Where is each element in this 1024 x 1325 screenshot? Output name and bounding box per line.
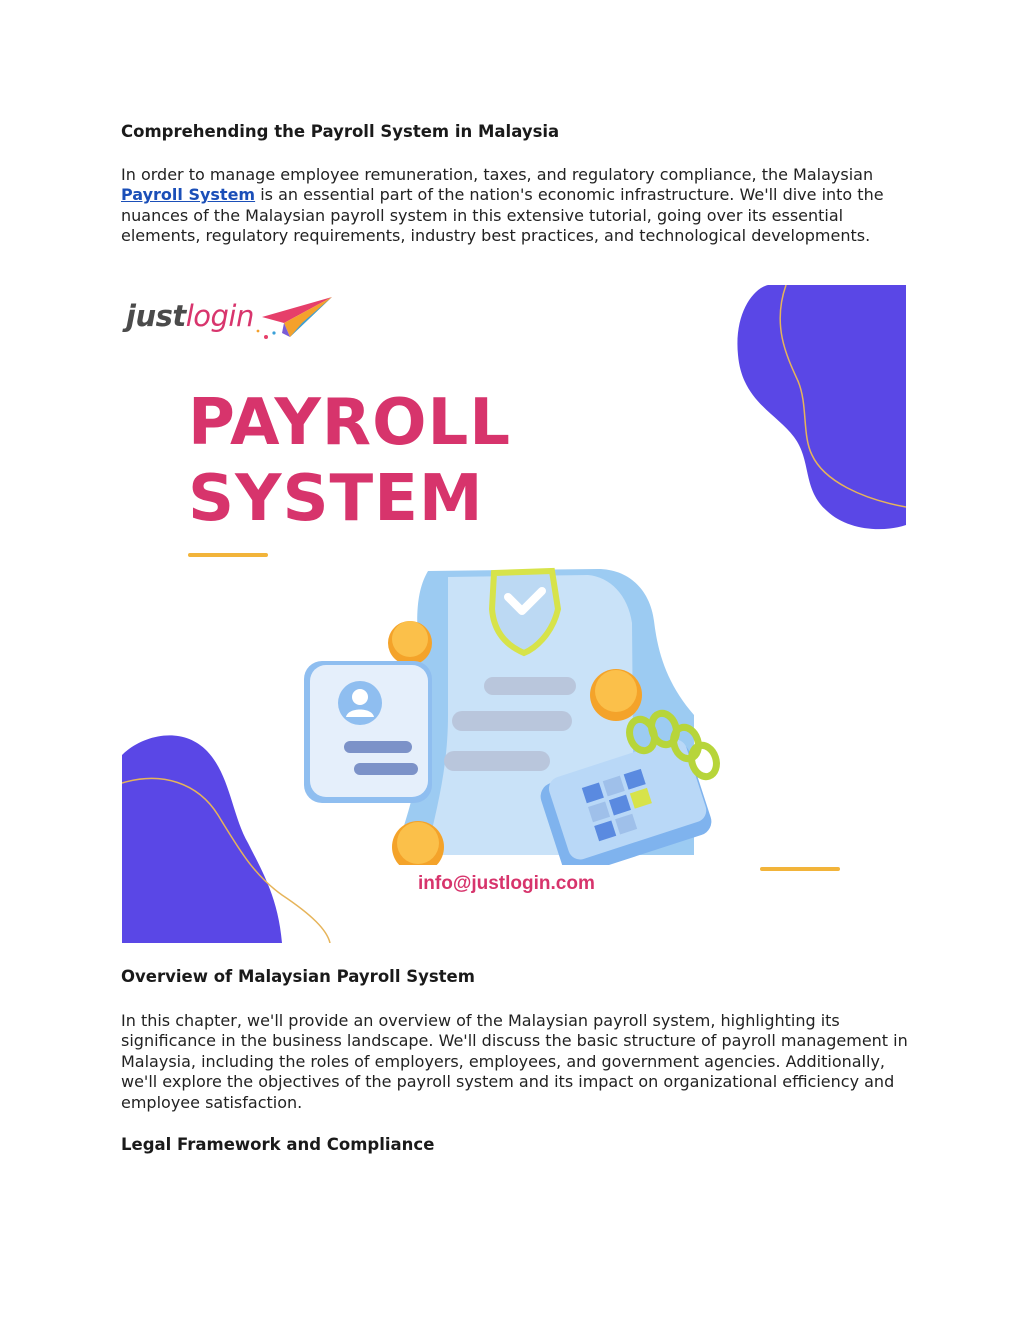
accent-bar-left [188,553,268,557]
user-card-icon [304,661,432,803]
banner-headline [188,385,511,537]
intro-text-after-link: is an essential part of the nation's economic infrastructure. We'll dive into the nuances of the Malaysian payroll system in this extensive tutorial, going over its essential elements, regulatory requirements, industry best practices, and technological developments. [121,185,884,246]
blob-top-right [737,285,906,529]
payroll-system-link[interactable]: Payroll System [121,185,256,205]
blob-bottom-left [122,735,282,943]
accent-bar-right [760,867,840,871]
logo-login-text: login [185,299,254,333]
payroll-illustration [298,565,738,865]
headline-line-2: SYSTEM [188,462,484,536]
payroll-banner-image [122,285,906,943]
paper-plane-icon [254,293,334,343]
section-heading-legal: Legal Framework and Compliance [121,1135,435,1154]
overview-paragraph: In this chapter, we'll provide an overview of the Malaysian payroll system, highlighting its significance in the business landscape. We'll discuss the basic structure of payroll management in Malaysia, including the roles of employers, employees, and government agencies. Additionally, we'll explore the objectives of the payroll system and its impact on organizational efficiency and employee satisfaction. [121,1011,908,1112]
logo-just-text: just [126,299,186,333]
headline-line-1: PAYROLL [188,386,512,460]
intro-text-before-link: In order to manage employee remuneration, taxes, and regulatory compliance, the Malaysian [121,165,874,184]
contact-email: info@justlogin.com [418,873,595,894]
intro-paragraph [121,165,911,247]
section-heading-overview: Overview of Malaysian Payroll System [121,967,475,986]
section-heading-comprehending: Comprehending the Payroll System in Malaysia [121,122,560,141]
